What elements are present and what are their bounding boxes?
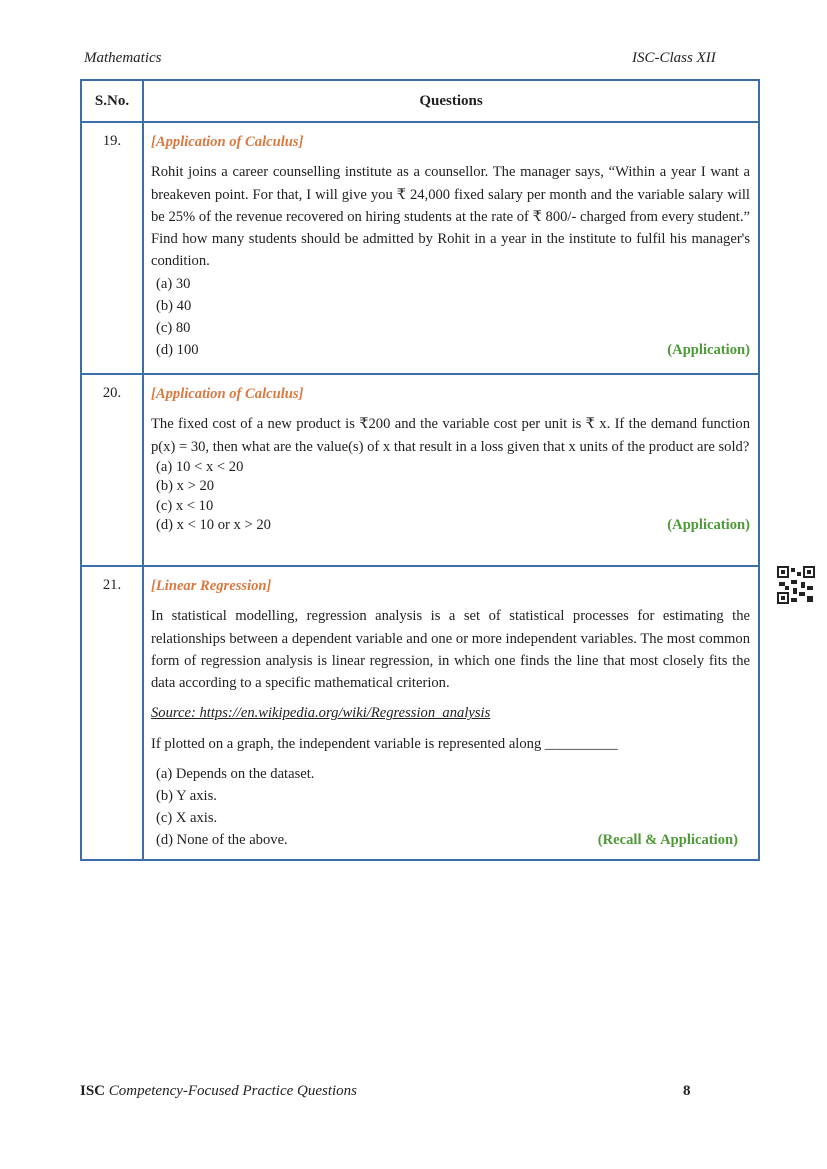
topic: [Application of Calculus] (151, 134, 304, 150)
qr-code-icon (777, 566, 815, 604)
option: (b) Y axis. (156, 788, 217, 805)
option: (c) X axis. (156, 810, 218, 827)
option: (c) 80 (156, 319, 191, 336)
header-class: ISC-Class XII (632, 50, 716, 66)
option: (b) 40 (156, 297, 192, 314)
option: (a) 30 (156, 275, 191, 292)
question-prompt: If plotted on a graph, the independent variable is represented along __________ (151, 735, 618, 752)
option: (d) x < 10 or x > 20 (156, 517, 271, 534)
topic: [Application of Calculus] (151, 386, 304, 402)
questions-table (80, 79, 760, 861)
table-row (81, 566, 759, 860)
footer-title-text: Competency-Focused Practice Questions (108, 1083, 358, 1099)
source-link[interactable]: Source: https://en.wikipedia.org/wiki/Regression_analysis (151, 705, 491, 722)
skill-tag: (Application) (667, 517, 750, 534)
header-subject: Mathematics (84, 50, 162, 66)
question-text: The fixed cost of a new product is ₹200 and the variable cost per unit is ₹ x. If the demand function p(x) = 30, then what are the value(s) of x that result in a loss given that x units of the product are sold? (151, 416, 750, 455)
option: (a) 10 < x < 20 (156, 458, 244, 475)
skill-tag: (Application) (667, 341, 750, 358)
question-text: Rohit joins a career counselling institute as a counsellor. The manager says, “Within a year I want a breakeven point. For that, I will give you ₹ 24,000 fixed salary per month and the variable salary will be 25% of the revenue recovered on hiring students at the rate of ₹ 800/- charged from every student.” Find how many students should be admitted by Rohit in a year in the institute to fulfil his manager's condition. (151, 164, 750, 270)
option: (a) Depends on the dataset. (156, 766, 315, 783)
option: (c) x < 10 (156, 497, 214, 514)
footer-title (80, 1083, 357, 1100)
col-questions: Questions (143, 80, 759, 122)
page-number: 8 (683, 1083, 691, 1099)
option: (d) None of the above. (156, 832, 288, 849)
sno: 20. (81, 374, 143, 566)
table-row (81, 122, 759, 374)
option: (d) 100 (156, 341, 199, 358)
topic: [Linear Regression] (151, 578, 272, 594)
table-row (81, 374, 759, 566)
sno: 21. (81, 566, 143, 860)
sno: 19. (81, 122, 143, 374)
question-text: In statistical modelling, regression analysis is a set of statistical processes for estimating the relationships between a dependent variable and one or more independent variables. The most common form of regression analysis is linear regression, in which one finds the line that most closely fits the data according to a specific mathematical criterion. (151, 608, 750, 692)
col-sno: S.No. (81, 80, 143, 122)
option: (b) x > 20 (156, 478, 215, 495)
skill-tag: (Recall & Application) (597, 832, 738, 849)
footer-brand: ISC (80, 1083, 106, 1099)
